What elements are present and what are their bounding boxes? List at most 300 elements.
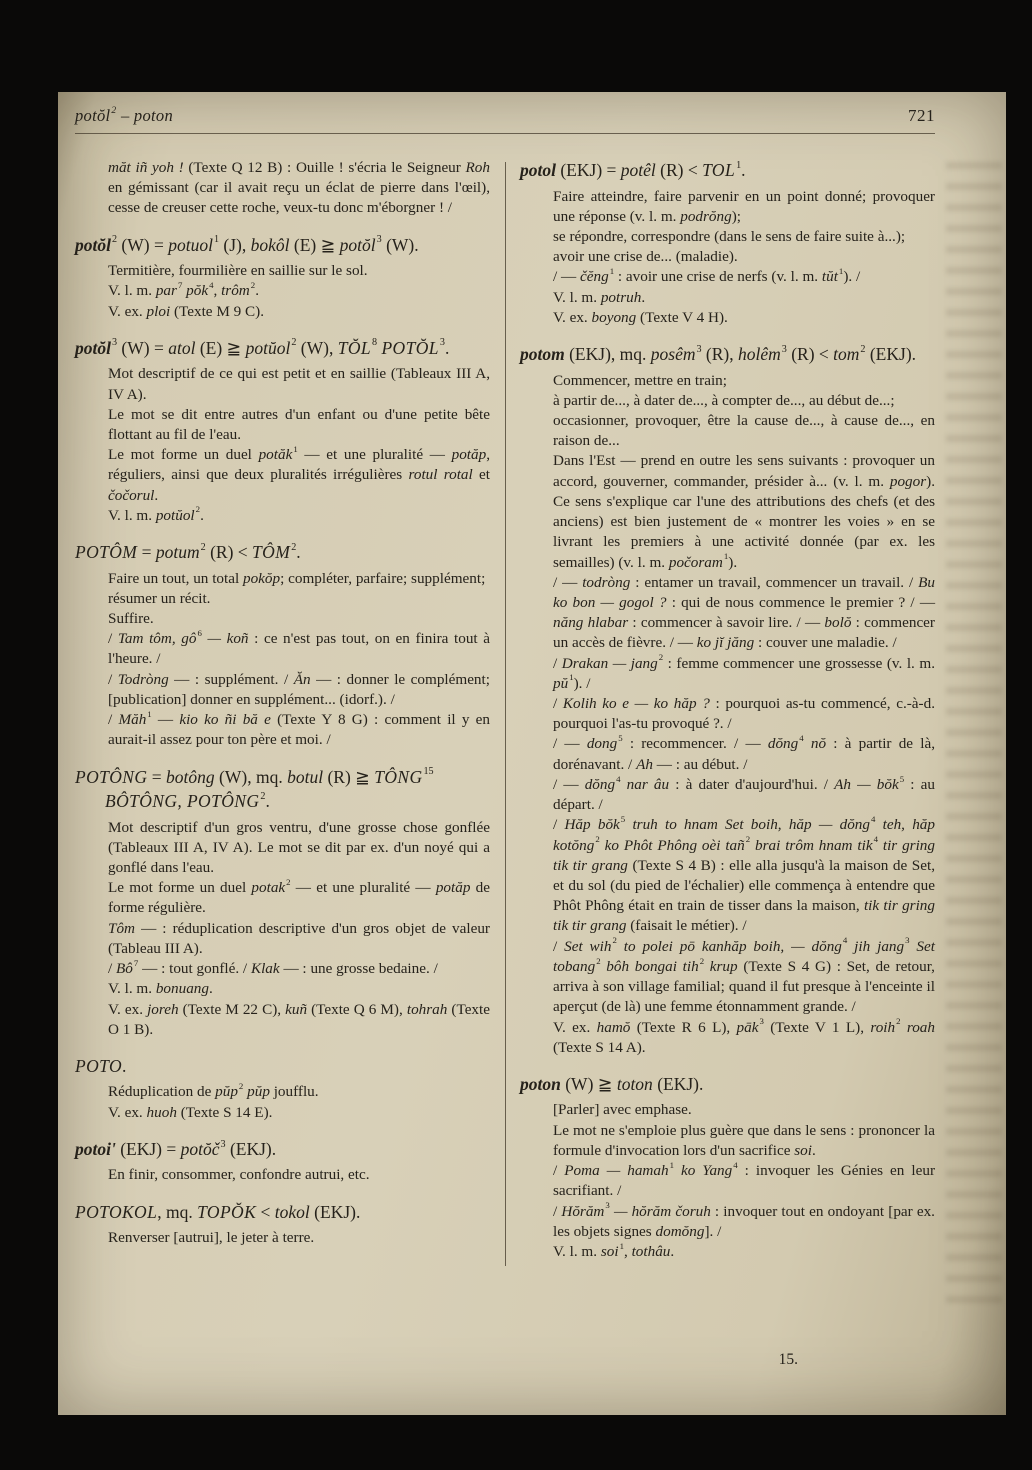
text-segment: ). / [843, 268, 861, 286]
text-segment: (Texte Q 6 M), [307, 1000, 407, 1018]
text-segment: potŏl [339, 234, 376, 255]
entry-paragraph [75, 445, 490, 506]
superscript-index: 3 [376, 234, 382, 246]
text-segment: : au départ. / [553, 775, 935, 814]
text-segment: Hŏrăm [561, 1202, 605, 1220]
text-segment: (Texte V 4 H). [636, 308, 728, 326]
text-segment: Roh [465, 159, 490, 176]
superscript-index: 5 [618, 733, 623, 744]
entry-paragraph [75, 818, 490, 879]
text-segment: TÔNG [374, 766, 423, 787]
entry-paragraph [520, 391, 935, 411]
superscript-index: 1 [293, 443, 298, 454]
text-segment: čĕng [580, 268, 609, 286]
text-segment: Mot descriptif de ce qui est petit et en saillie (Tableaux III A, IV A). [108, 365, 490, 403]
text-segment: — : réduplication descriptive d'un gros objet de valeur (Tableau III A). [108, 919, 490, 957]
entry-headword-line [75, 1137, 490, 1162]
text-segment: / [553, 937, 565, 955]
entry-headword-line [75, 765, 490, 814]
page-number: 721 [908, 106, 935, 125]
text-segment: . [208, 980, 213, 998]
text-segment: (EKJ) = [555, 160, 621, 180]
text-segment: čočorul [108, 486, 155, 504]
superscript-index: 7 [133, 957, 139, 968]
text-segment: TŎL [337, 337, 372, 358]
text-segment: boyong [591, 308, 637, 326]
entry-paragraph [75, 878, 490, 918]
entry-headword-line [75, 233, 490, 258]
superscript-index: 2 [699, 955, 705, 966]
text-segment: potruh [600, 288, 642, 306]
entry-paragraph [75, 364, 490, 404]
text-segment: toton [616, 1073, 653, 1094]
superscript-index: 2 [111, 234, 118, 246]
superscript-index: 4 [873, 834, 878, 845]
text-segment: (R) < [655, 160, 703, 180]
text-segment: potak [251, 879, 286, 897]
text-segment: : invoquer les Génies en leur sacrifiant. / [553, 1162, 935, 1200]
text-segment: : commencer un accès de fièvre. / — [553, 614, 935, 652]
text-segment: Bô [116, 960, 133, 978]
dictionary-column-right [520, 158, 935, 1276]
text-segment: roih [870, 1018, 896, 1036]
dictionary-entry [75, 540, 490, 750]
text-segment: , réguliers, ainsi que deux pluralités irrégulières [108, 446, 490, 484]
superscript-index: 5 [899, 773, 905, 784]
text-segment: : couver une maladie. / [754, 634, 897, 652]
superscript-index: 4 [209, 280, 214, 290]
text-segment: : avoir une crise de nerfs (v. l. m. [614, 268, 822, 286]
text-segment: Renverser [autrui], le jeter à terre. [108, 1229, 315, 1247]
text-segment: , [623, 1243, 632, 1260]
text-segment: atol [168, 337, 196, 358]
text-segment: (Texte S 4 G) : Set, de retour, arriva à son village familial; quand il fut presque à l'enceinte il aperçut (de là) une femme étonnamment grande. / [553, 957, 935, 1016]
entry-paragraph [520, 371, 935, 391]
text-segment: Faire un tout, un total [108, 569, 243, 587]
text-segment: < [256, 1201, 275, 1222]
text-segment: pokŏp [242, 569, 281, 587]
text-segment: en gémissant (car il avait reçu un éclat de pierre dans l'œil), cesse de creuser cette roche, veux-tu donc m'éborgner ! / [108, 179, 490, 217]
entry-paragraph [75, 261, 490, 281]
text-segment: et [472, 466, 491, 484]
text-segment: : entamer un travail, commencer un travail. / [630, 573, 919, 591]
text-segment: pogor [889, 472, 927, 490]
running-head [75, 106, 173, 126]
entry-paragraph [75, 506, 490, 526]
entry-paragraph [520, 308, 935, 328]
text-segment: / [553, 816, 565, 834]
text-segment: holêm [738, 344, 781, 365]
dictionary-entry [520, 1072, 935, 1262]
text-segment: ). / [573, 674, 591, 692]
text-segment: — : donner le complément; [publication] donner en supplément... (idorf.). / [108, 670, 490, 708]
text-segment: Kolih ko e — ko hăp ? [562, 695, 710, 713]
text-segment: / [553, 695, 563, 713]
superscript-index: 1 [569, 672, 574, 683]
text-segment: teh, hăp kotŏng [553, 816, 935, 854]
scanned-page [58, 92, 1006, 1415]
text-segment: / [108, 711, 119, 729]
text-segment: POTŎL [381, 337, 439, 358]
text-segment: Faire atteindre, faire parvenir en un point donné; provoquer une réponse (v. l. m. [553, 187, 935, 225]
text-segment: potŏl [75, 106, 111, 125]
superscript-index: 15 [423, 766, 434, 778]
text-segment: soi [794, 1141, 812, 1159]
superscript-index: 4 [733, 1159, 738, 1170]
text-segment: potăk [258, 446, 293, 464]
text-segment: = [147, 766, 167, 787]
text-segment: potŏl [75, 234, 111, 255]
entry-paragraph [520, 654, 935, 694]
entry-paragraph [75, 710, 490, 750]
superscript-index: 3 [439, 337, 445, 349]
superscript-index: 1 [147, 708, 152, 719]
text-segment: (E) ≧ [289, 234, 340, 255]
text-segment: = [137, 542, 156, 563]
entry-paragraph [520, 734, 935, 774]
superscript-index: 3 [696, 343, 702, 355]
superscript-index: 2 [596, 955, 601, 966]
superscript-index: 4 [842, 935, 848, 946]
text-segment: potêl [620, 160, 656, 180]
text-segment: — et une pluralité — [290, 879, 436, 897]
dictionary-columns [75, 158, 935, 1276]
text-segment: Dans l'Est — prend en outre les sens suivants : provoquer un accord, gouverner, commander, présider à... (v. l. m. [553, 452, 935, 490]
entry-paragraph [520, 411, 935, 451]
text-segment: / [553, 654, 562, 672]
text-segment: TÔM [252, 542, 291, 563]
text-segment: potom [520, 344, 565, 365]
text-segment: poton [520, 1073, 561, 1094]
text-segment: : commencer à savoir lire. / — [628, 614, 825, 632]
text-segment: kuñ [285, 1000, 308, 1018]
superscript-index: 3 [759, 1016, 764, 1027]
text-segment: V. ex. [553, 1018, 597, 1036]
superscript-index: 2 [195, 504, 201, 515]
text-segment: Set tobang [553, 937, 935, 975]
text-segment: počoram [668, 553, 723, 571]
text-segment: (W) = [117, 234, 169, 255]
text-segment: (EKJ). [865, 344, 917, 365]
text-segment: (EKJ). [309, 1201, 361, 1222]
entry-paragraph [520, 267, 935, 287]
entry-headword-line [75, 336, 490, 361]
entry-paragraph [75, 959, 490, 979]
text-segment: V. l. m. [553, 1243, 601, 1260]
text-segment: hamŏ [596, 1018, 631, 1036]
superscript-index: 2 [250, 280, 256, 290]
text-segment: (Texte R 6 L), [630, 1018, 737, 1036]
text-segment: BÔTÔNG, POTÔNG [105, 791, 260, 812]
superscript-index: 2 [595, 834, 600, 845]
text-segment: — [151, 711, 180, 729]
text-segment: nar âu [620, 775, 670, 793]
entry-paragraph [75, 919, 490, 959]
text-segment: to polei pō kanhăp boih, — dŏng [616, 937, 842, 955]
entry-paragraph [75, 281, 490, 301]
text-segment: résumer un récit. [108, 589, 211, 607]
text-segment: avoir une crise de... (maladie). [553, 248, 738, 266]
text-segment: tik tir gring tik tir grang [553, 897, 935, 935]
superscript-index: 2 [291, 337, 297, 349]
entry-paragraph [520, 288, 935, 308]
entry-paragraph [75, 589, 490, 609]
text-segment: Ăn [293, 670, 311, 688]
text-segment: tŭt [821, 268, 838, 286]
superscript-index: 5 [620, 813, 626, 824]
text-segment: roah [900, 1018, 935, 1036]
entry-paragraph [520, 1121, 935, 1161]
text-segment: podrŏng [680, 207, 732, 225]
text-segment: (W), [296, 337, 338, 358]
text-segment: măt iñ yoh ! [108, 159, 184, 176]
entry-headword-line [520, 158, 935, 183]
dictionary-entry [75, 1054, 490, 1123]
text-segment: dong [586, 735, 618, 753]
text-segment: ). [728, 553, 738, 571]
text-segment: potoi' [75, 1138, 116, 1159]
text-segment: : à dater d'aujourd'hui. / [669, 775, 835, 793]
text-segment: . [200, 506, 204, 524]
text-segment: potŭol [245, 337, 291, 358]
text-segment: tom [833, 344, 860, 365]
text-segment: : ce n'est pas tout, on en finira tout à l'heure. / [108, 630, 490, 668]
text-segment: Le mot ne s'emploie plus guère que dans le sens : prononcer la formule d'invocation lors d'un sacrifice [553, 1121, 935, 1159]
text-segment: (J), [219, 234, 251, 255]
text-segment: / [108, 630, 118, 648]
superscript-index: 3 [905, 935, 910, 946]
text-segment: tokol [274, 1201, 310, 1222]
entry-headword-line [75, 1200, 490, 1225]
text-segment: ploi [146, 302, 171, 320]
text-segment: potuol [168, 234, 213, 255]
text-segment: kio ko ñi bă e [179, 711, 271, 729]
text-segment: occasionner, provoquer, être la cause de..., à cause de..., en raison de... [553, 411, 935, 450]
text-segment: botông [166, 766, 215, 787]
text-segment: ). Ce sens s'explique car l'une des attributions des chefs (et des anciens) est bien justement de « montrer les voies » en se livrant les premiers à une activité donnée (par ex. les semailles) (v. l. m. [553, 472, 935, 571]
text-segment: tir gring tik tir grang [553, 836, 935, 874]
superscript-index: 1 [669, 1159, 674, 1170]
text-segment: Le mot forme un duel [108, 446, 259, 464]
text-segment: (R), [701, 344, 738, 365]
text-segment: dŏng [584, 775, 616, 793]
entry-paragraph [520, 573, 935, 654]
text-segment: Ah — bŏk [834, 775, 899, 793]
text-segment: nŏ [803, 735, 827, 753]
text-segment: Drakan — jang [561, 654, 658, 672]
superscript-index: 2 [286, 876, 291, 887]
superscript-index: 1 [213, 234, 220, 246]
superscript-index: 4 [799, 733, 804, 744]
text-segment: bôh bongai tih [600, 957, 699, 975]
superscript-index: 8 [372, 337, 378, 349]
text-segment: . [444, 337, 450, 358]
text-segment: potăp [451, 446, 487, 464]
text-segment: / — [553, 735, 587, 753]
text-segment: joufflu. [269, 1083, 319, 1101]
entry-paragraph [520, 694, 935, 734]
superscript-index: 3 [605, 1200, 610, 1211]
text-segment: ]. / [704, 1222, 722, 1240]
text-segment: potol [520, 160, 556, 180]
text-segment: Măh [118, 711, 147, 729]
superscript-index: 6 [197, 627, 202, 638]
text-segment: V. ex. [108, 1103, 147, 1121]
text-segment: (Texte Y 8 G) : comment il y en aurait-il assez pour ton père et moi. / [108, 711, 491, 749]
entry-headword-line [75, 1054, 490, 1079]
text-segment: Todròng [117, 670, 169, 688]
text-segment: Ah [636, 755, 653, 773]
superscript-index: 1 [736, 159, 742, 171]
text-segment: se répondre, correspondre (dans le sens de faire suite à...); [553, 227, 906, 245]
text-segment: (faisait le métier). / [626, 917, 747, 935]
text-segment: năng hlabar [553, 614, 629, 632]
text-segment: posêm [650, 344, 696, 365]
text-segment: pāk [736, 1018, 759, 1036]
superscript-index: 7 [177, 280, 183, 290]
text-segment: (R) < [786, 344, 834, 365]
text-segment: / [553, 1202, 562, 1220]
text-segment: (W), mq. [214, 766, 288, 787]
dictionary-entry [75, 233, 490, 322]
text-segment: , [213, 282, 222, 300]
entry-paragraph [75, 1165, 490, 1185]
text-segment: (EKJ) = [115, 1138, 181, 1159]
text-segment: joreh [147, 1000, 179, 1018]
text-segment: Poma — hamah [564, 1162, 669, 1180]
text-segment: dŏng [767, 735, 799, 753]
text-segment: Le mot forme un duel [108, 879, 252, 897]
text-segment: ); [731, 207, 741, 225]
superscript-index: 1 [609, 266, 615, 276]
superscript-index: 2 [111, 105, 117, 117]
text-segment: — koñ [201, 630, 249, 648]
text-segment: (Texte O 1 B). [108, 1000, 490, 1038]
text-segment: / — [553, 268, 581, 286]
entry-paragraph [75, 609, 490, 629]
page-content [75, 106, 935, 1276]
superscript-index: 2 [200, 541, 206, 553]
entry-paragraph [75, 1082, 490, 1102]
entry-headword-line [520, 342, 935, 367]
entry-paragraph [520, 1242, 935, 1262]
superscript-index: 2 [238, 1081, 244, 1092]
text-segment: ko Yang [674, 1162, 733, 1180]
text-segment: Commencer, mettre en train; [553, 371, 727, 389]
text-segment: potŏč [180, 1138, 220, 1159]
text-segment: . [154, 486, 159, 504]
entry-headword-line [75, 540, 490, 565]
entry-paragraph [75, 670, 490, 710]
superscript-index: 4 [870, 813, 876, 824]
page-show-through [946, 162, 1002, 1305]
text-segment: V. ex. [553, 308, 592, 326]
text-segment: pŏk [186, 282, 209, 300]
text-segment: Set wih [564, 937, 612, 955]
text-segment: (EKJ). [225, 1138, 277, 1159]
text-segment: potăp [435, 879, 471, 897]
text-segment: Tam tôm, gô [117, 630, 197, 648]
superscript-index: 1 [838, 266, 844, 276]
text-segment: TOL [702, 160, 736, 180]
text-segment: TOPŎK [197, 1201, 257, 1222]
superscript-index: 1 [619, 1240, 624, 1251]
text-segment: potŏl [75, 337, 111, 358]
text-segment: / — [553, 775, 585, 793]
text-segment: Réduplication de [108, 1083, 216, 1101]
entry-paragraph [75, 1103, 490, 1123]
text-segment: Termitière, fourmilière en saillie sur le sol. [108, 262, 368, 280]
text-segment: . [265, 791, 270, 812]
entry-paragraph [75, 1000, 490, 1040]
entry-paragraph [75, 158, 490, 219]
text-segment: pŭp [215, 1083, 238, 1101]
dictionary-entry [520, 342, 935, 1058]
text-segment: (Texte S 14 A). [553, 1038, 646, 1056]
text-segment: (Texte M 22 C), [178, 1000, 286, 1018]
text-segment: . [641, 288, 646, 306]
text-segment: bolŏ [824, 614, 852, 632]
text-segment: (E) ≧ [195, 337, 246, 358]
text-segment: . [296, 542, 301, 563]
entry-paragraph [520, 1018, 935, 1058]
text-segment: botul [287, 766, 324, 787]
text-segment: : à partir de là, dorénavant. / [553, 735, 935, 773]
entry-paragraph [520, 451, 935, 572]
text-segment: Klak [250, 960, 280, 978]
text-segment: POTÔNG [75, 766, 148, 787]
text-segment: krup [704, 957, 738, 975]
text-segment: soi [600, 1243, 619, 1260]
dictionary-entry [75, 1200, 490, 1249]
text-segment: poton [133, 106, 174, 125]
text-segment: potŭol [155, 506, 195, 524]
text-segment: / — [553, 573, 583, 591]
text-segment: POTO [75, 1055, 122, 1076]
text-segment: V. ex. [108, 1000, 148, 1018]
text-segment: / [553, 1162, 565, 1180]
entry-paragraph [75, 405, 490, 445]
text-segment: (EKJ). [652, 1073, 704, 1094]
entry-paragraph [520, 937, 935, 1018]
text-segment: (Texte S 14 E). [176, 1103, 273, 1121]
superscript-index: 3 [220, 1138, 226, 1150]
text-segment: (Texte Q 12 B) : Ouille ! s'écria le Seigneur [183, 159, 466, 176]
text-segment: tothâu [631, 1243, 671, 1260]
superscript-index: 2 [260, 790, 266, 802]
text-segment: : recommencer. / — [622, 735, 768, 753]
text-segment: [Parler] avec emphase. [553, 1101, 692, 1119]
text-segment: domŏng [655, 1222, 705, 1240]
superscript-index: 2 [658, 652, 664, 663]
dictionary-entry [520, 158, 935, 328]
text-segment: Mot descriptif d'un gros ventru, d'une grosse chose gonflée (Tableaux III A, IV A). Le mot se dit par ex. d'un noyé qui a gonflé dans l'eau. [108, 818, 490, 876]
text-segment: jih jang [847, 937, 905, 955]
text-segment: (Texte S 4 B) : elle alla jusqu'à la maison de Set, et du sol (du pied de l'échalier) elle commença à entendre que Phôt Phông était en train de tisser dans la maison, [553, 856, 935, 915]
superscript-index: 4 [616, 773, 621, 784]
text-segment: (EKJ), mq. [564, 344, 651, 365]
text-segment: todròng [582, 573, 631, 591]
dictionary-entry [75, 765, 490, 1040]
text-segment: tohrah [406, 1000, 448, 1018]
text-segment: truh to hnam Set boih, hăp — dŏng [625, 816, 870, 834]
text-segment: : invoquer tout en ondoyant [par ex. les objets signes [553, 1202, 935, 1240]
text-segment: (W) ≧ [560, 1073, 617, 1094]
superscript-index: 2 [860, 343, 866, 355]
superscript-index: 2 [745, 834, 751, 845]
text-segment: : qui de nous commence le premier ? / — [666, 593, 936, 611]
text-segment: (R) < [205, 542, 253, 563]
